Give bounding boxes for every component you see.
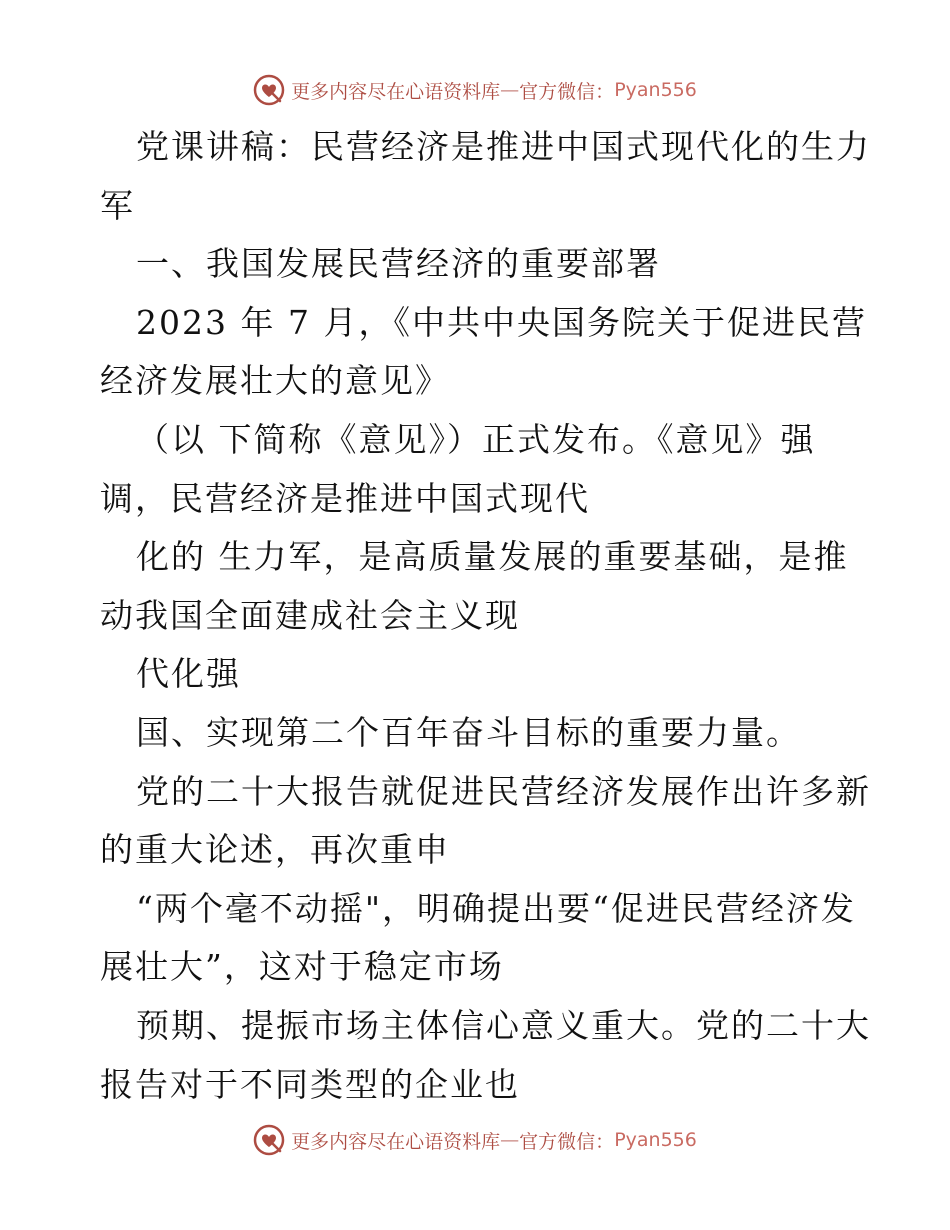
header-watermark	[0, 70, 950, 110]
watermark-separator: —	[500, 79, 520, 101]
text-line: 动我国全面建成社会主义现	[100, 595, 520, 635]
watermark-wechat-id: Pyan556	[614, 1129, 697, 1151]
text-line: 国、实现第二个百年奋斗目标的重要力量。	[136, 712, 801, 752]
text-line: 军	[100, 185, 135, 225]
text-line: 2023 年 7 月，《中共中央国务院关于促进民营	[136, 302, 867, 342]
text-line: 报告对于不同类型的企业也	[100, 1064, 520, 1104]
watermark-label: 官方微信：	[519, 80, 615, 103]
watermark-wechat-id: Pyan556	[614, 79, 697, 101]
text-line: 一、我国发展民营经济的重要部署	[136, 244, 661, 284]
text-line: （以 下简称《意见》）正式发布。《意见》强	[136, 419, 816, 459]
footer-watermark	[0, 1120, 950, 1160]
text-line: 代化强	[136, 654, 241, 694]
text-line: 的重大论述，再次重申	[100, 830, 450, 870]
document-body	[100, 118, 871, 1114]
text-line: 化的 生力军，是高质量发展的重要基础，是推	[136, 537, 849, 577]
text-line: 展壮大”，这对于稳定市场	[100, 947, 504, 987]
watermark-text: 更多内容尽在心语资料库	[291, 80, 501, 103]
text-line: 调，民营经济是推进中国式现代	[100, 478, 590, 518]
watermark-label: 官方微信：	[519, 1130, 615, 1153]
text-line: “两个毫不动摇"，明确提出要“促进民营经济发	[136, 888, 856, 928]
heart-pen-icon	[253, 1124, 285, 1156]
text-line: 党的二十大报告就促进民营经济发展作出许多新	[136, 771, 871, 811]
text-line: 党课讲稿：民营经济是推进中国式现代化的生力	[136, 127, 871, 166]
heart-pen-icon	[253, 74, 285, 106]
watermark-text: 更多内容尽在心语资料库	[291, 1130, 501, 1153]
watermark-separator: —	[500, 1129, 520, 1151]
text-line: 经济发展壮大的意见》	[100, 361, 450, 401]
text-line: 预期、提振市场主体信心意义重大。党的二十大	[136, 1005, 871, 1045]
